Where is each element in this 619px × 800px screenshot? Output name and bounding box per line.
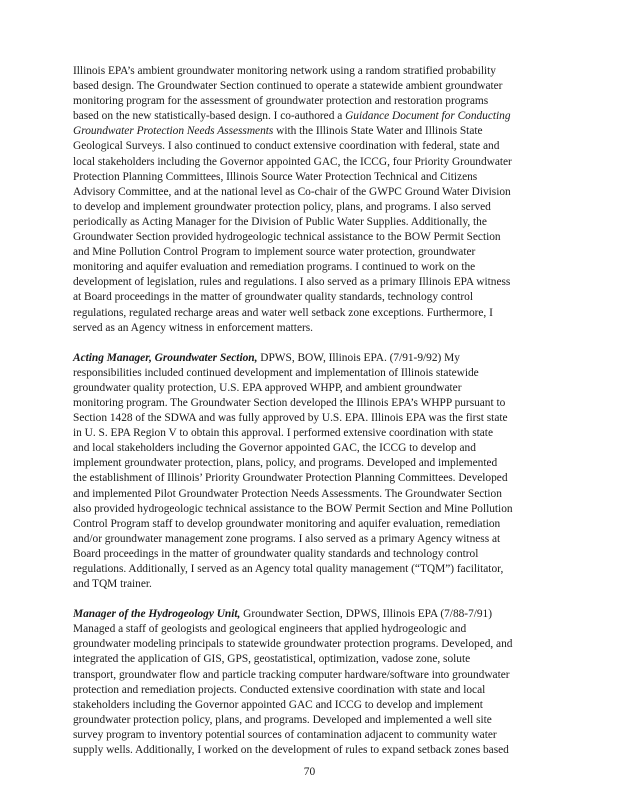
text-line: responsibilities included continued development and implementation of Illinois statewide (73, 366, 479, 379)
text-line: and TQM trainer. (73, 578, 152, 591)
text-line: Board proceedings in the matter of groundwater quality standards and technology control (73, 547, 479, 560)
text-line: Section 1428 of the SDWA and was fully approved by U.S. EPA. Illinois EPA was the first state (73, 412, 508, 425)
text-line: and/or groundwater management zone programs. I also served as a primary Agency witness at (73, 532, 501, 545)
text-line: supply wells. Additionally, I worked on the development of rules to expand setback zones based (73, 744, 509, 757)
text-line: in U. S. EPA Region V to obtain this approval. I performed extensive coordination with state (73, 427, 493, 440)
text-line: monitoring and aquifer evaluation and remediation programs. I continued to work on the (73, 261, 476, 274)
guidance-document-title: Guidance Document for Conducting (345, 110, 511, 123)
text-line: Geological Surveys. I also continued to conduct extensive coordination with federal, state and (73, 140, 500, 153)
page-number: 70 (303, 766, 316, 778)
text-line: Advisory Committee, and at the national level as Co-chair of the GWPC Ground Water Division (73, 185, 511, 198)
text-line: groundwater quality protection, U.S. EPA approved WHPP, and ambient groundwater (73, 381, 462, 394)
text-line: regulations. Additionally, I served as an Agency total quality management (“TQM”) facilitator, (73, 563, 504, 575)
text-line: survey program to inventory potential sources of contamination adjacent to community water (73, 728, 497, 741)
job-title-heading: Manager of the Hydrogeology Unit, (73, 608, 241, 621)
text-line: and Mine Pollution Control Program to implement source water protection, groundwater (73, 246, 476, 259)
text-line: groundwater protection policy, plans, and programs. Developed and implemented a well site (73, 713, 492, 726)
text-line: Acting Manager, Groundwater Section, DPWS, BOW, Illinois EPA. (7/91-9/92) My (73, 351, 460, 364)
text-line: implement groundwater protection, plans, policy, and programs. Developed and implemented (73, 457, 498, 470)
text-line: at Board proceedings in the matter of groundwater quality standards, technology control (73, 291, 473, 304)
guidance-document-title-cont: Groundwater Protection Needs Assessments (73, 125, 274, 138)
text-line: local stakeholders including the Governor appointed GAC, the ICCG, four Priority Groundwater (73, 155, 512, 168)
text-line: protection and remediation projects. Conducted extensive coordination with state and local (73, 683, 486, 696)
paragraph-groundwater-section (73, 64, 557, 336)
text-line: regulations, regulated recharge areas and water well setback zone exceptions. Furthermore, I (73, 306, 493, 319)
job-title-heading: Acting Manager, Groundwater Section, (73, 351, 258, 364)
text-line: based design. The Groundwater Section continued to operate a statewide ambient groundwater (73, 80, 503, 93)
text-line: Groundwater Protection Needs Assessments with the Illinois State Water and Illinois State (73, 125, 483, 138)
text-line: based on the new statistically-based design. I co-authored a Guidance Document for Conducting (73, 110, 511, 123)
paragraph-hydrogeology-unit (73, 607, 557, 758)
text-line: transport, groundwater flow and particle tracking computer hardware/software into groundwater (73, 668, 510, 681)
text-line: also provided hydrogeologic technical assistance to the BOW Permit Section and Mine Pollution (73, 502, 513, 515)
text-line: Groundwater Section provided hydrogeologic technical assistance to the BOW Permit Section (73, 231, 501, 244)
text-line: Illinois EPA’s ambient groundwater monitoring network using a random stratified probability (73, 65, 496, 77)
text-line: Control Program staff to develop groundwater monitoring and aquifer evaluation, remediation (73, 517, 501, 530)
text-line: periodically as Acting Manager for the Division of Public Water Supplies. Additionally, the (73, 215, 487, 228)
text-line: groundwater modeling principals to statewide groundwater protection programs. Developed, and (73, 638, 513, 651)
text-line: served as an Agency witness in enforcement matters. (73, 321, 314, 334)
text-line: the establishment of Illinois’ Priority Groundwater Protection Planning Committees. Developed (73, 472, 508, 485)
text-line: integrated the application of GIS, GPS, geostatistical, optimization, vadose zone, solute (73, 653, 471, 666)
text-line: monitoring program for the assessment of groundwater protection and restoration programs (73, 95, 489, 108)
text-line: Protection Planning Committees, Illinois Source Water Protection Technical and Citizens (73, 170, 478, 183)
text-line: stakeholders including the Governor appointed GAC and ICCG to develop and implement (73, 698, 483, 711)
text-line: and implemented Pilot Groundwater Protection Needs Assessments. The Groundwater Section (73, 487, 502, 500)
text-line: Manager of the Hydrogeology Unit, Groundwater Section, DPWS, Illinois EPA (7/88-7/91) (73, 608, 493, 621)
paragraph-acting-manager (73, 351, 557, 593)
text-line: Managed a staff of geologists and geological engineers that applied hydrogeologic and (73, 623, 467, 636)
document-page (73, 64, 557, 773)
text-line: and local stakeholders including the Governor appointed GAC, the ICCG to develop and (73, 442, 476, 455)
text-line: monitoring program. The Groundwater Section developed the Illinois EPA’s WHPP pursuant to (73, 396, 506, 409)
text-line: development of legislation, rules and regulations. I also served as a primary Illinois EPA witness (73, 276, 511, 289)
text-line: to develop and implement groundwater protection policy, plans, and programs. I also served (73, 200, 491, 213)
